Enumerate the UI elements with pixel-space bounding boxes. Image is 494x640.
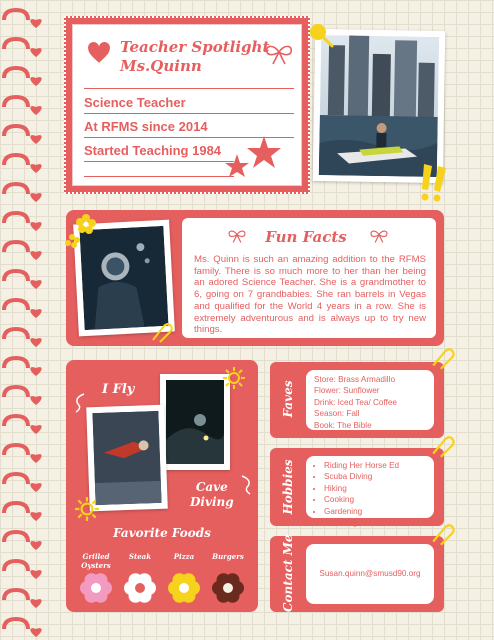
- spiral-ring: [4, 416, 28, 426]
- cave-diving-photo: [160, 374, 230, 470]
- spiral-heart: [30, 251, 41, 260]
- spiral-binding: [0, 0, 48, 640]
- faves-label: Faves: [281, 380, 295, 418]
- hobby-item: • Riding Her Horse Ed: [324, 460, 426, 471]
- spiral-heart: [30, 483, 41, 492]
- spiral-ring: [4, 445, 28, 455]
- food-label: Oysters: [81, 561, 111, 570]
- spiral-heart: [30, 77, 41, 86]
- sun-icon: [222, 366, 246, 390]
- divider: [84, 176, 234, 177]
- spiral-heart: [30, 280, 41, 289]
- hobby-item: • Cooking: [324, 494, 426, 505]
- bow-icon: [262, 42, 296, 66]
- paperclip-icon: [430, 524, 456, 546]
- food-flower-icon: [124, 573, 156, 603]
- food-label: Pizza: [173, 552, 195, 561]
- spiral-ring: [4, 184, 28, 194]
- spiral-heart: [30, 19, 41, 28]
- spiral-heart: [30, 164, 41, 173]
- hobby-item: • Scuba Diving: [324, 471, 426, 482]
- food-item: [120, 552, 160, 561]
- spiral-heart: [30, 48, 41, 57]
- hobby-item: • Hiking: [324, 483, 426, 494]
- cave-diving-label: [190, 480, 234, 510]
- spiral-heart: [30, 106, 41, 115]
- bow-icon: [226, 227, 248, 245]
- spiral-ring: [4, 387, 28, 397]
- spiral-heart: [30, 222, 41, 231]
- hobby-item: • Gardening: [324, 506, 426, 517]
- sun-icon: [74, 496, 100, 522]
- spiral-heart: [30, 309, 41, 318]
- flower-icon: [64, 212, 100, 252]
- spiral-ring: [4, 619, 28, 629]
- spiral-ring: [4, 358, 28, 368]
- spiral-ring: [4, 590, 28, 600]
- faves-box: [306, 370, 434, 430]
- spiral-heart: [30, 570, 41, 579]
- fly-label: I Fly: [102, 382, 135, 397]
- spiral-heart: [30, 512, 41, 521]
- contact-email[interactable]: Susan.quinn@smusd90.org: [319, 569, 421, 579]
- jetski-photo-image: [319, 35, 439, 177]
- jetski-photo: [313, 29, 446, 183]
- food-flowers: [76, 570, 252, 610]
- food-label: Grilled: [82, 552, 110, 561]
- food-item: [76, 552, 116, 570]
- food-flower-icon: [80, 573, 112, 603]
- spiral-ring: [4, 271, 28, 281]
- stars-icon: [220, 134, 284, 186]
- spiral-heart: [30, 425, 41, 434]
- spiral-ring: [4, 155, 28, 165]
- hobbies-box: [306, 456, 434, 528]
- cave-label-line1: Cave: [195, 480, 228, 494]
- pushpin-icon: [306, 20, 336, 50]
- paperclip-icon: [430, 348, 456, 370]
- spiral-ring: [4, 474, 28, 484]
- faves-item: Flower: Sunflower: [314, 386, 380, 396]
- food-label: Steak: [128, 552, 152, 561]
- spotlight-teacher-name: Ms.Quinn: [120, 57, 202, 75]
- cave-label-line2: Diving: [190, 495, 234, 509]
- food-label: Burgers: [212, 552, 244, 561]
- food-flower-icon: [168, 573, 200, 603]
- food-item: [208, 552, 248, 561]
- spiral-heart: [30, 193, 41, 202]
- spiral-ring: [4, 561, 28, 571]
- spiral-ring: [4, 503, 28, 513]
- spiral-ring: [4, 10, 28, 20]
- hobbies-label: Hobbies: [281, 459, 295, 515]
- favorite-foods-title: Favorite Foods: [113, 526, 211, 540]
- spiral-ring: [4, 329, 28, 339]
- faves-item: Book: The Bible: [314, 420, 372, 430]
- spiral-ring: [4, 300, 28, 310]
- faves-item: Season: Fall: [314, 409, 360, 419]
- spiral-ring: [4, 97, 28, 107]
- heart-icon: [86, 40, 112, 66]
- fun-facts-title: Fun Facts: [265, 228, 347, 246]
- curl-arrow-icon: [240, 474, 254, 496]
- faves-item: Drink: Iced Tea/ Coffee: [314, 397, 397, 407]
- spiral-heart: [30, 338, 41, 347]
- spiral-ring: [4, 39, 28, 49]
- faves-item: Store: Brass Armadillo: [314, 375, 395, 384]
- divider: [84, 88, 294, 89]
- info-role: Science Teacher: [84, 95, 294, 114]
- spiral-heart: [30, 599, 41, 608]
- contact-box: [306, 544, 434, 604]
- spotlight-title-line1: Teacher Spotlight: [120, 38, 270, 56]
- cave-diving-photo-image: [166, 380, 224, 464]
- info-started: Started Teaching 1984: [84, 143, 234, 162]
- hobbies-list: [324, 460, 426, 529]
- paperclip-icon: [150, 322, 174, 344]
- spiral-ring: [4, 68, 28, 78]
- exclamation-icon: [418, 162, 452, 202]
- contact-label: Contact Me: [281, 534, 295, 612]
- info-tenure: At RFMS since 2014: [84, 119, 294, 138]
- spiral-heart: [30, 367, 41, 376]
- food-flower-icon: [212, 573, 244, 603]
- spiral-heart: [30, 454, 41, 463]
- spiral-ring: [4, 532, 28, 542]
- spiral-heart: [30, 135, 41, 144]
- food-item: [164, 552, 204, 561]
- spiral-heart: [30, 541, 41, 550]
- spiral-heart: [30, 396, 41, 405]
- spiral-ring: [4, 126, 28, 136]
- indoor-skydiving-photo-image: [92, 411, 161, 505]
- spiral-ring: [4, 242, 28, 252]
- spiral-ring: [4, 213, 28, 223]
- spiral-heart: [30, 628, 41, 637]
- paperclip-icon: [430, 436, 456, 458]
- bow-icon: [368, 227, 390, 245]
- spotlight-title: [120, 38, 269, 76]
- fun-facts-text: Ms. Quinn is such an amazing addition to the RFMS family. There is so much more to her than her being an adored Science Teacher. She is a grandmother to 6, going on 7 grandbabies. She ran barrels in Vegas and qualified for the World 4 years in a row. She is extremely adventurous and is always up to try new things.: [194, 254, 426, 336]
- hobby-item: • Traveling: [324, 517, 426, 528]
